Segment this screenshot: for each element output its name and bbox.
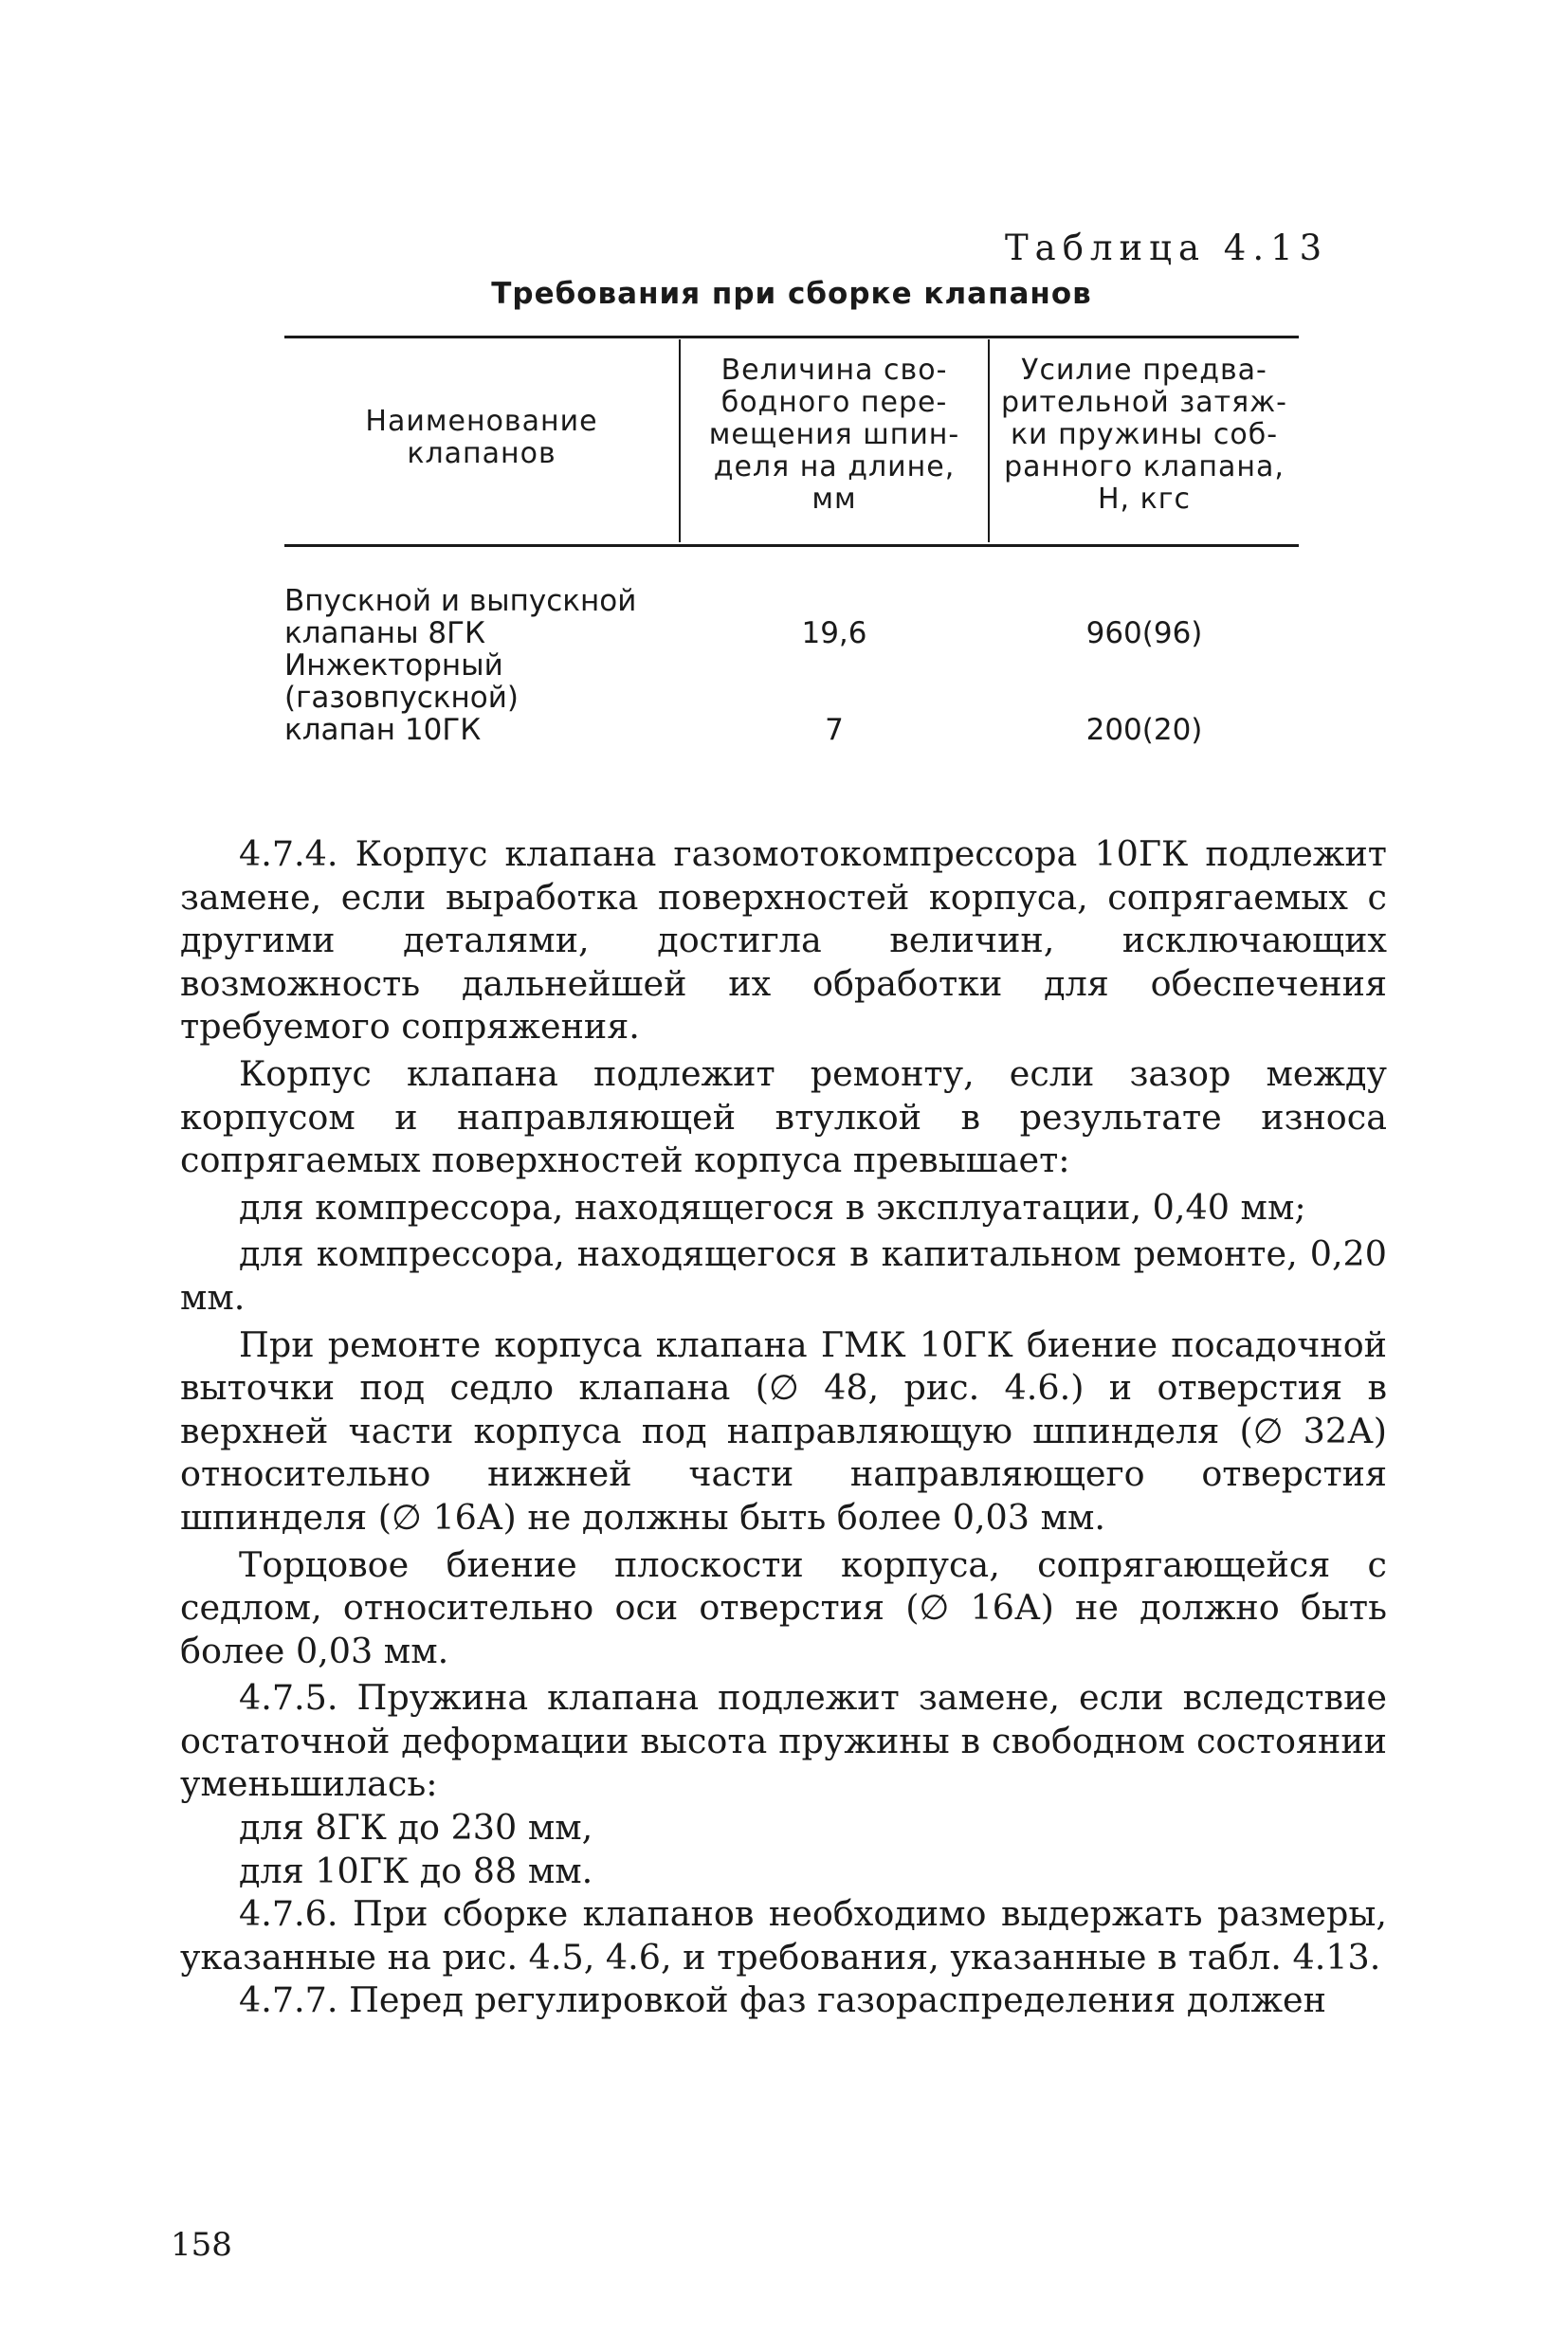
paragraph: 4.7.4. Корпус клапана газомотокомпрессора 10ГК подлежит замене, если выработка поверхностей корпуса, сопрягаемых с другими деталями, достигла величин, исключающих возможность дальнейшей их обработки для обеспечения требуемого сопряжения. xyxy=(180,833,1387,1048)
paragraph: для компрессора, находящегося в капитальном ремонте, 0,20 мм. xyxy=(180,1233,1387,1318)
paragraph: Торцовое биение плоскости корпуса, сопрягающейся с седлом, относительно оси отверстия (∅ 16А) не должно быть более 0,03 мм. xyxy=(180,1543,1387,1671)
paragraph: для 10ГК до 88 мм. xyxy=(239,1850,593,1891)
table-header-spring-preload: Усилие предва- рительной затяж- ки пружины соб- ранного клапана, Н, кгс xyxy=(1000,354,1288,516)
table-title: Требования при сборке клапанов xyxy=(491,277,1092,311)
paragraph: 4.7.7. Перед регулировкой фаз газораспределения должен xyxy=(239,1979,1326,2021)
table-header-free-travel: Величина сво- бодного пере- мещения шпин- деля на длине, мм xyxy=(708,354,960,516)
table-row-name: Впускной и выпускной клапаны 8ГК xyxy=(284,584,637,650)
paragraph: для компрессора, находящегося в эксплуатации, 0,40 мм; xyxy=(239,1186,1306,1228)
paragraph: 4.7.5. Пружина клапана подлежит замене, если вследствие остаточной деформации высота пружины в свободном состоянии уменьшилась: xyxy=(180,1677,1387,1805)
table-cell-free-travel: 19,6 xyxy=(801,616,867,650)
page-number: 158 xyxy=(171,2226,232,2264)
table-top-rule xyxy=(284,336,1299,338)
paragraph: Корпус клапана подлежит ремонту, если зазор между корпусом и направляющей втулкой в результате износа сопрягаемых поверхностей корпуса превышает: xyxy=(180,1052,1387,1181)
table-cell-preload: 200(20) xyxy=(1085,713,1203,747)
table-row-name: Инжекторный (газовпускной) клапан 10ГК xyxy=(284,648,519,747)
paragraph: 4.7.6. При сборке клапанов необходимо выдержать размеры, указанные на рис. 4.5, 4.6, и требования, указанные в табл. 4.13. xyxy=(180,1893,1387,1978)
paragraph: для 8ГК до 230 мм, xyxy=(239,1807,593,1849)
table-cell-free-travel: 7 xyxy=(825,713,844,747)
table-header-rule xyxy=(284,544,1299,547)
table-number: Таблица 4.13 xyxy=(1005,228,1329,268)
table-header-valve-name: Наименование клапанов xyxy=(365,405,598,470)
body-text xyxy=(180,832,1387,2022)
table-cell-preload: 960(96) xyxy=(1085,616,1203,650)
paragraph: При ремонте корпуса клапана ГМК 10ГК биение посадочной выточки под седло клапана (∅ 48, рис. 4.6.) и отверстия в верхней части корпуса под направляющую шпинделя (∅ 32А) относительно нижней части направляющего отверстия шпинделя (∅ 16А) не должны быть более 0,03 мм. xyxy=(180,1323,1387,1538)
